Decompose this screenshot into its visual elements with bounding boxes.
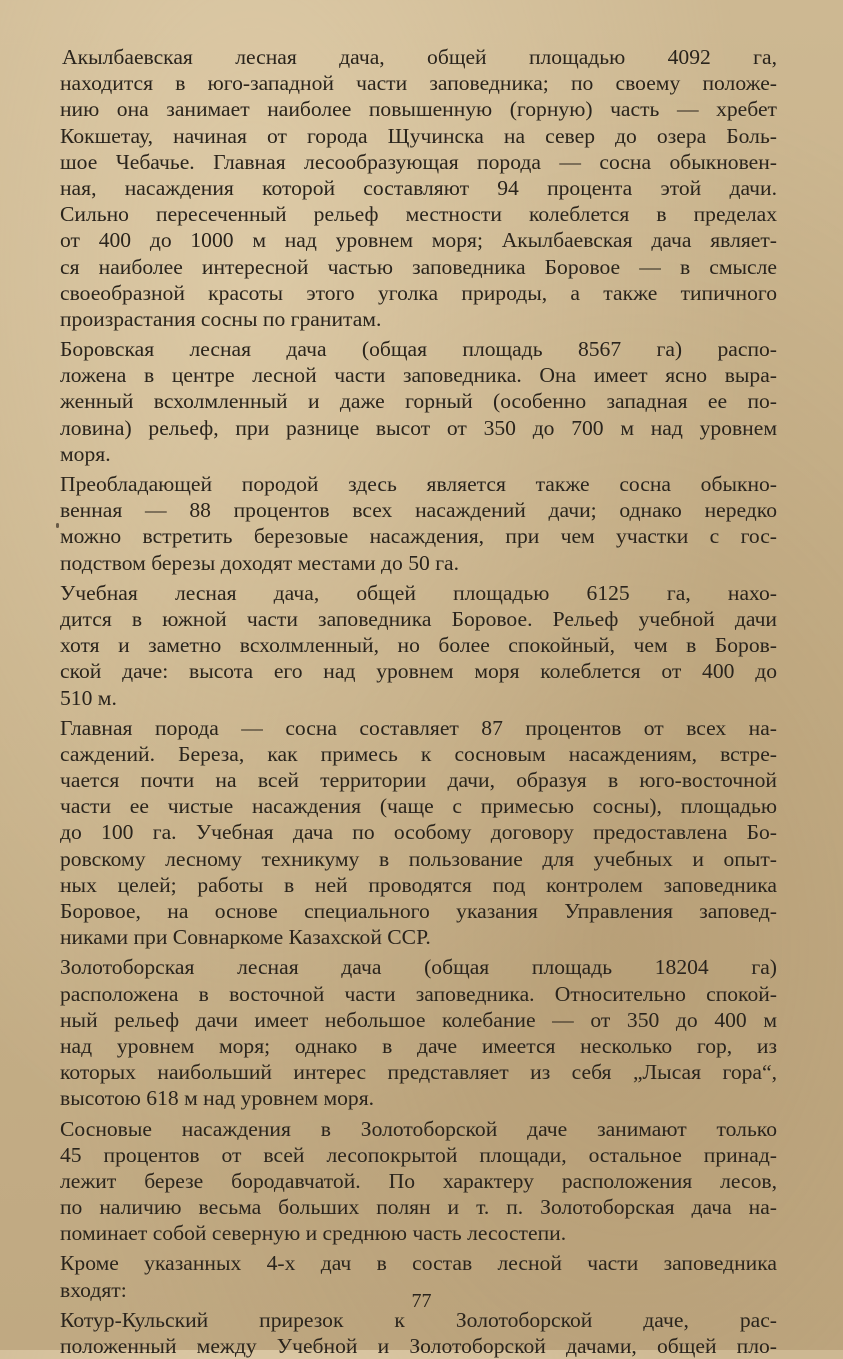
text-line: поминает собой северную и среднюю часть лесостепи. — [60, 1221, 567, 1246]
text-line: ных целей; работы в ней проводятся под контролем заповедника — [60, 872, 777, 897]
text-line: 510 м. — [60, 685, 117, 710]
ink-speck — [56, 523, 59, 528]
text-line: ная, насаждения которой составляют 94 процента этой дачи. — [60, 175, 777, 200]
text-line: нию она занимает наиболее повышенную (горную) часть — хребет — [60, 97, 777, 122]
text-line: Акылбаевская лесная дача, общей площадью 4092 га, — [62, 45, 777, 69]
body-text — [60, 44, 777, 1359]
text-line: Сильно пересеченный рельеф местности колеблется в пределах — [60, 202, 777, 227]
text-line: до 100 га. Учебная дача по особому договору предоставлена Бо- — [60, 820, 777, 845]
text-line: ложена в центре лесной части заповедника. Она имеет ясно выра- — [60, 363, 777, 388]
text-line: над уровнем моря; однако в даче имеется несколько гор, из — [60, 1033, 777, 1058]
paragraph-zolotobor-species — [60, 1116, 777, 1247]
text-line: входят: — [60, 1277, 127, 1302]
text-line: ся наиболее интересной частью заповедника Боровое — в смысле — [60, 254, 777, 279]
text-line: Котур-Кульский прирезок к Золотоборской даче, рас- — [60, 1307, 777, 1332]
text-line: Учебная лесная дача, общей площадью 6125 га, нахо- — [60, 580, 777, 605]
text-line: венная — 88 процентов всех насаждений дачи; однако нередко — [60, 498, 777, 523]
text-line: расположена в восточной части заповедника. Относительно спокой- — [60, 981, 777, 1006]
paragraph-borov — [60, 336, 777, 467]
text-line: шое Чебачье. Главная лесообразующая порода — сосна обыкновен- — [60, 149, 777, 174]
text-line: высотою 618 м над уровнем моря. — [60, 1086, 375, 1111]
text-line: Кроме указанных 4-х дач в состав лесной части заповедника — [60, 1251, 777, 1276]
text-line: 45 процентов от всей лесопокрытой площади, остальное принад- — [60, 1142, 777, 1167]
text-line: произрастания сосны по гранитам. — [60, 306, 382, 331]
text-line: Сосновые насаждения в Золотоборской даче занимают только — [60, 1116, 777, 1141]
text-line: чается почти на всей территории дачи, образуя в юго-восточной — [60, 768, 777, 793]
text-line: Золотоборская лесная дача (общая площадь 18204 га) — [60, 955, 777, 980]
text-line: лежит березе бородавчатой. По характеру расположения лесов, — [60, 1168, 777, 1193]
paragraph-akylbaev — [60, 44, 777, 332]
text-line: Преобладающей породой здесь является также сосна обыкно- — [60, 472, 777, 496]
text-line: Боровое, на основе специального указания Управления заповед- — [60, 899, 777, 923]
text-line: ный рельеф дачи имеет небольшое колебание — от 350 до 400 м — [60, 1007, 777, 1032]
text-line: Кокшетау, начиная от города Щучинска на север до озера Боль- — [60, 123, 777, 148]
paragraph-kotur-kul — [60, 1307, 777, 1359]
text-line: ловина) рельеф, при разнице высот от 350 до 700 м над уровнем — [60, 415, 777, 440]
text-line: можно встретить березовые насаждения, при чем участки с гос- — [60, 524, 777, 549]
paragraph-uchebnaya-species — [60, 715, 777, 951]
text-line: Главная порода — сосна составляет 87 процентов от всех на- — [60, 715, 777, 740]
text-line: положенный между Учебной и Золотоборской дачами, общей пло- — [60, 1334, 777, 1358]
text-line: подством березы доходят местами до 50 га. — [60, 550, 460, 575]
text-line: ской даче: высота его над уровнем моря колеблется от 400 до — [60, 659, 777, 684]
text-line: женный всхолмленный и даже горный (особенно западная ее по- — [60, 389, 777, 414]
text-line: ровскому лесному техникуму в пользование для учебных и опыт- — [60, 846, 777, 871]
text-line: по наличию весьма больших полян и т. п. Золотоборская дача на- — [60, 1195, 777, 1220]
text-line: от 400 до 1000 м над уровнем моря; Акылбаевская дача являет- — [60, 228, 777, 253]
text-line: хотя и заметно всхолмленный, но более спокойный, чем в Боров- — [60, 633, 777, 658]
paragraph-borov-species — [60, 471, 777, 576]
text-line: находится в юго-западной части заповедника; по своему положе- — [60, 71, 777, 96]
text-line: дится в южной части заповедника Боровое. Рельеф учебной дачи — [60, 606, 777, 631]
text-line: Боровская лесная дача (общая площадь 8567 га) распо- — [60, 337, 777, 362]
text-line: которых наибольший интерес представляет из себя „Лысая гора“, — [60, 1060, 777, 1085]
text-line: моря. — [60, 441, 111, 466]
text-line: своеобразной красоты этого уголка природы, а также типичного — [60, 280, 777, 305]
text-line: никами при Совнаркоме Казахской ССР. — [60, 925, 431, 950]
text-line: части ее чистые насаждения (чаще с примесью сосны), площадью — [60, 794, 777, 819]
paragraph-uchebnaya — [60, 580, 777, 711]
page-number: 77 — [411, 1290, 432, 1312]
text-line: саждений. Береза, как примесь к сосновым насаждениям, встре- — [60, 741, 777, 766]
paragraph-zolotobor — [60, 954, 777, 1111]
